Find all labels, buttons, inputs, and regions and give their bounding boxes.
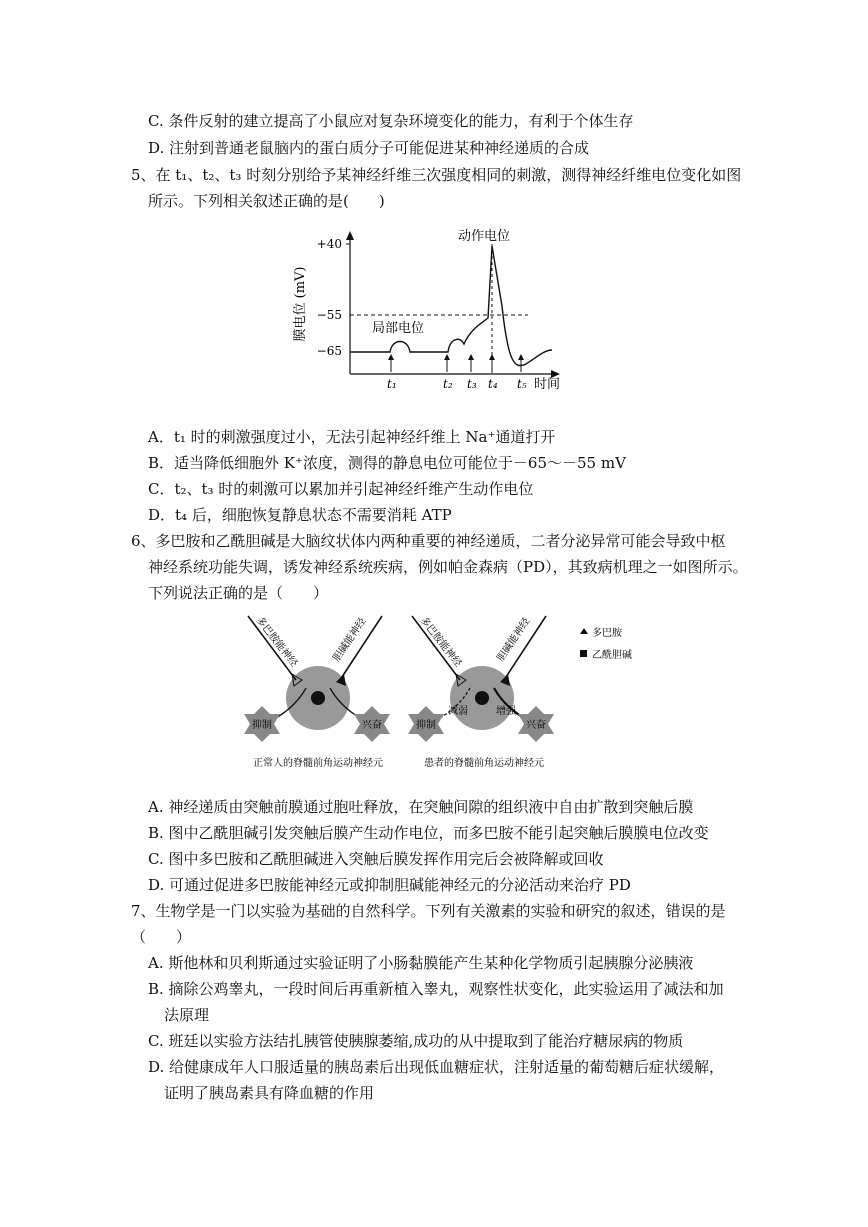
ytick-65: −65: [316, 344, 342, 358]
y-axis-arrow: [346, 231, 354, 240]
y-axis-label: 膜电位 (mV): [293, 266, 308, 342]
q5-option-c: C．t₂、t₃ 时的刺激可以累加并引起神经纤维产生动作电位: [148, 480, 534, 498]
q7-option-a: A. 斯他林和贝利斯通过实验证明了小肠黏膜能产生某种化学物质引起胰腺分泌胰液: [148, 954, 694, 972]
stimulus-arrows: [391, 358, 521, 372]
left-excite-label: 兴奋: [362, 720, 382, 731]
right-da-nerve-label: 多巴胺能神经: [417, 615, 464, 670]
left-panel: [244, 614, 390, 769]
q7-option-b-line-1: B. 摘除公鸡睾丸，一段时间后再重新植入睾丸，观察性状变化，此实验运用了减法和加: [148, 980, 724, 998]
pd-mechanism-diagram: [236, 606, 656, 774]
q6-stem-line-2: 神经系统功能失调，诱发神经系统疾病，例如帕金森病（PD），其致病机理之一如图所示。: [148, 558, 748, 576]
q7-option-b-line-2: 法原理: [164, 1006, 210, 1024]
q4-option-c: C. 条件反射的建立提高了小鼠应对复杂环境变化的能力，有利于个体生存: [148, 112, 634, 130]
left-da-nerve-label: 多巴胺能神经: [253, 615, 300, 670]
legend: [580, 626, 632, 661]
tick-t1: t₁: [387, 377, 397, 391]
q5-option-b: B．适当降低细胞外 K⁺浓度，测得的静息电位可能位于－65～－55 mV: [148, 454, 626, 472]
ytick-40: +40: [316, 237, 342, 251]
q6-option-d: D. 可通过促进多巴胺能神经元或抑制胆碱能神经元的分泌活动来治疗 PD: [148, 876, 631, 894]
right-excite-label: 兴奋: [526, 720, 546, 731]
q7-stem-line-1: 7、生物学是一门以实验为基础的自然科学。下列有关激素的实验和研究的叙述，错误的是: [131, 902, 726, 920]
left-neuron-nucleus: [311, 691, 325, 705]
right-caption: 患者的脊髓前角运动神经元: [424, 758, 544, 769]
left-inhibit-label: 抑制: [252, 720, 272, 731]
right-inhibit-label: 抑制: [416, 720, 436, 731]
x-axis-label: 时间: [534, 377, 561, 392]
q7-option-d-line-1: D. 给健康成年人口服适量的胰岛素后出现低血糖症状，注射适量的葡萄糖后症状缓解，: [148, 1058, 725, 1076]
q7-option-d-line-2: 证明了胰岛素具有降血糖的作用: [164, 1084, 375, 1102]
membrane-potential-chart: [290, 226, 580, 401]
tick-t3: t₃: [467, 377, 477, 391]
right-ach-nerve-label: 胆碱能神经: [495, 616, 533, 664]
right-neuron-nucleus: [475, 691, 489, 705]
legend-ach: 乙酰胆碱: [592, 650, 632, 661]
legend-dopamine: 多巴胺: [592, 628, 622, 639]
ytick-55: −55: [316, 308, 342, 322]
q6-option-b: B. 图中乙酰胆碱引发突触后膜产生动作电位，而多巴胺不能引起突触后膜膜电位改变: [148, 824, 709, 842]
q5-option-a: A．t₁ 时的刺激强度过小，无法引起神经纤维上 Na⁺通道打开: [148, 428, 556, 446]
left-ach-nerve-label: 胆碱能神经: [331, 616, 369, 664]
left-caption: 正常人的脊髓前角运动神经元: [253, 758, 383, 769]
q7-stem-line-2: （ ）: [131, 928, 192, 946]
q4-option-d: D. 注射到普通老鼠脑内的蛋白质分子可能促进某种神经递质的合成: [148, 139, 590, 157]
q5-option-d: D．t₄ 后，细胞恢复静息状态不需要消耗 ATP: [148, 506, 452, 524]
right-strong-label: 增强: [496, 706, 516, 717]
q7-option-c: C. 班廷以实验方法结扎胰管使胰腺萎缩,成功的从中提取到了能治疗糖尿病的物质: [148, 1032, 684, 1050]
stimulus-arrowheads: [388, 354, 524, 360]
legend-ach-icon: [580, 650, 587, 657]
legend-dopamine-icon: [580, 628, 588, 634]
tick-t4: t₄: [488, 377, 498, 391]
q5-stem-line-1: 5、在 t₁、t₂、t₃ 时刻分别给予某神经纤维三次强度相同的刺激，测得神经纤维电位变化如图: [131, 166, 742, 184]
label-local-potential: 局部电位: [372, 321, 425, 336]
tick-t5: t₅: [517, 377, 527, 391]
q6-option-c: C. 图中多巴胺和乙酰胆碱进入突触后膜发挥作用完后会被降解或回收: [148, 850, 604, 868]
right-weak-label: 减弱: [448, 706, 468, 717]
q6-option-a: A. 神经递质由突触前膜通过胞吐释放，在突触间隙的组织液中自由扩散到突触后膜: [148, 798, 694, 816]
q6-stem-line-1: 6、多巴胺和乙酰胆碱是大脑纹状体内两种重要的神经递质，二者分泌异常可能会导致中枢: [131, 532, 726, 550]
q5-stem-line-2: 所示。下列相关叙述正确的是( ): [148, 192, 385, 210]
label-action-potential: 动作电位: [458, 229, 511, 244]
tick-t2: t₂: [443, 377, 453, 391]
right-panel: [408, 614, 554, 769]
q6-stem-line-3: 下列说法正确的是（ ）: [148, 584, 329, 602]
potential-curve: [350, 246, 552, 366]
